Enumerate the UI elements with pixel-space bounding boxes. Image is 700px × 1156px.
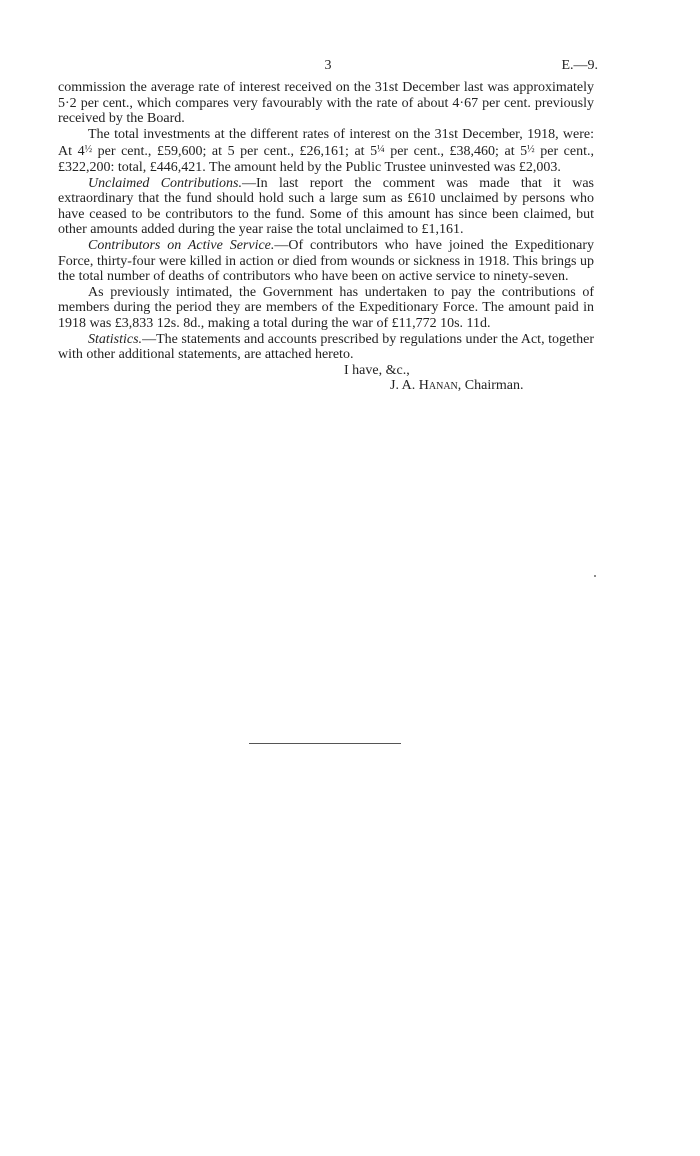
page-header bbox=[58, 58, 598, 78]
end-rule bbox=[249, 743, 401, 744]
signatory-name: J. A. Hanan, bbox=[390, 378, 462, 394]
document-reference: E.—9. bbox=[561, 58, 598, 73]
fraction: ¼ bbox=[377, 144, 385, 156]
section-heading: Unclaimed Contributions. bbox=[88, 175, 243, 191]
paragraph-text: commission the average rate of interest received on the 31st December last was approximately 5·2 per cent., which compares very favourably with the rate of about 4·67 per cent. previously received by the Board. bbox=[58, 80, 594, 127]
signatory-title: Chairman. bbox=[461, 378, 524, 394]
paragraph-active-service bbox=[58, 238, 594, 285]
signoff-block bbox=[58, 363, 594, 394]
scan-speck bbox=[594, 575, 596, 577]
paragraph-text: The total investments at the different rates of interest on the 31st December, 1918, were: At 4 bbox=[58, 126, 594, 160]
paragraph-text: —The statements and accounts prescribed by regulations under the Act, together with other additional statements, are attached hereto. bbox=[58, 331, 594, 363]
fraction: ½ bbox=[527, 144, 535, 156]
paragraph-text: per cent., £38,460; at 5 bbox=[384, 144, 528, 160]
page-number: 3 bbox=[324, 58, 332, 73]
paragraph-government-payment bbox=[58, 285, 594, 332]
paragraph-interest-rate bbox=[58, 80, 594, 127]
paragraph-text: —Of contributors who have joined the Expeditionary Force, thirty-four were killed in action or died from wounds or sickness in 1918. This brings up the total number of deaths of contributors who have been on active service to ninety-seven. bbox=[58, 237, 595, 285]
signature-line bbox=[58, 378, 594, 394]
paragraph-unclaimed-contributions bbox=[58, 176, 594, 238]
paragraph-investments bbox=[58, 127, 594, 176]
paragraph-statistics bbox=[58, 332, 594, 363]
section-heading: Statistics. bbox=[88, 331, 143, 347]
closing-salutation: I have, &c., bbox=[344, 362, 410, 378]
paragraph-text: As previously intimated, the Government has undertaken to pay the contributions of members during the period they are members of the Expeditionary Force. The amount paid in 1918 was £3,833 12s. 8d., making a total during the war of £11,772 10s. 11d. bbox=[58, 284, 594, 331]
paragraph-text: —In last report the comment was made that it was extraordinary that the fund should hold such a large sum as £610 unclaimed by persons who have ceased to be contributors to the fund. Some of this amount has since been claimed, but other amounts added during the year raise the total unclaimed to £1,161. bbox=[58, 175, 594, 238]
paragraph-text: per cent., £322,200: total, £446,421. The amount held by the Public Trustee uninvested was £2,003. bbox=[58, 144, 595, 175]
section-heading: Contributors on Active Service. bbox=[88, 237, 275, 253]
report-body bbox=[58, 80, 594, 394]
paragraph-text: per cent., £59,600; at 5 per cent., £26,161; at 5 bbox=[92, 144, 378, 160]
fraction: ½ bbox=[84, 144, 93, 156]
